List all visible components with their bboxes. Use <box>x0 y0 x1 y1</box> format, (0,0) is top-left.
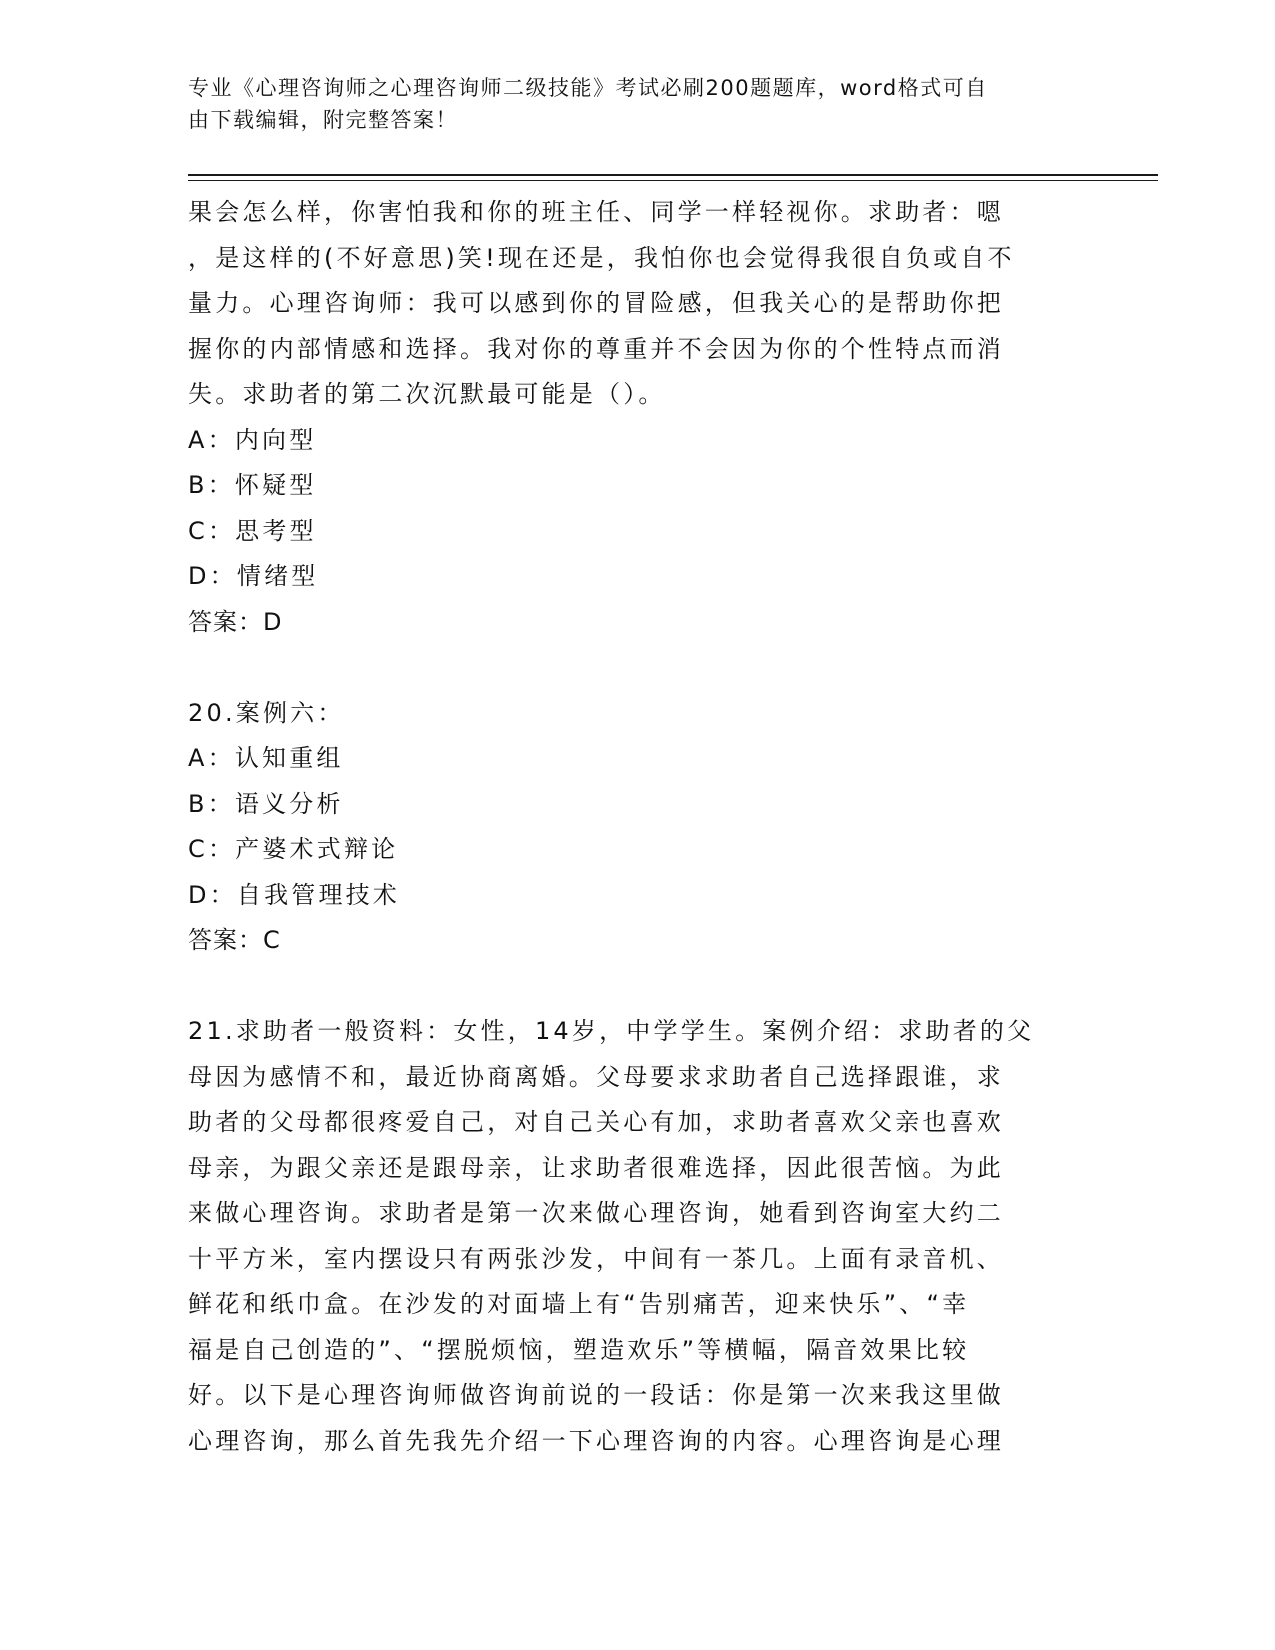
question-21 <box>188 1009 1088 1464</box>
question-text-line: 量力。心理咨询师：我可以感到你的冒险感，但我关心的是帮助你把 <box>188 289 1004 317</box>
question-text-line: 母亲，为跟父亲还是跟母亲，让求助者很难选择，因此很苦恼。为此 <box>188 1153 1004 1182</box>
question-text-line: 21.求助者一般资料：女性，14岁，中学学生。案例介绍：求助者的父 <box>188 1017 1035 1045</box>
question-text-line: 福是自己创造的”、“摆脱烦恼，塑造欢乐”等横幅，隔音效果比较 <box>188 1335 970 1364</box>
header-line-2: 由下载编辑，附完整答案！ <box>188 108 458 132</box>
question-text-line: 来做心理咨询。求助者是第一次来做心理咨询，她看到咨询室大约二 <box>188 1199 1004 1227</box>
header-rule-thin <box>188 180 1158 181</box>
question-text-line: 果会怎么样，你害怕我和你的班主任、同学一样轻视你。求助者：嗯 <box>188 198 1004 226</box>
question-text-line: 失。求助者的第二次沉默最可能是（）。 <box>188 380 666 408</box>
question-text-line: 20.案例六： <box>188 698 345 727</box>
question-text-line: 助者的父母都很疼爱自己，对自己关心有加，求助者喜欢父亲也喜欢 <box>188 1108 1004 1136</box>
question-text-line: 好。以下是心理咨询师做咨询前说的一段话：你是第一次来我这里做 <box>188 1381 1004 1409</box>
answer: 答案：C <box>188 926 281 954</box>
option-a: A：内向型 <box>188 425 317 454</box>
question-text-line: ，是这样的(不好意思)笑!现在还是，我怕你也会觉得我很自负或自不 <box>188 243 1015 272</box>
question-text-line: 十平方米，室内摆设只有两张沙发，中间有一茶几。上面有录音机、 <box>188 1244 1004 1273</box>
header-rule-thick <box>188 174 1158 176</box>
option-c: C：产婆术式辩论 <box>188 835 399 863</box>
spacer <box>188 964 1088 1010</box>
header-line-1: 专业《心理咨询师之心理咨询师二级技能》考试必刷200题题库，word格式可自 <box>188 76 988 100</box>
option-a: A：认知重组 <box>188 744 344 772</box>
question-text-line: 握你的内部情感和选择。我对你的尊重并不会因为你的个性特点而消 <box>188 334 1004 363</box>
document-header <box>188 72 1088 136</box>
question-text-line: 心理咨询，那么首先我先介绍一下心理咨询的内容。心理咨询是心理 <box>188 1426 1004 1455</box>
question-19 <box>188 190 1088 645</box>
spacer <box>188 645 1088 691</box>
option-b: B：怀疑型 <box>188 471 317 499</box>
question-20 <box>188 691 1088 964</box>
document-body <box>188 190 1088 1464</box>
question-text-line: 母因为感情不和，最近协商离婚。父母要求求助者自己选择跟谁，求 <box>188 1062 1004 1091</box>
option-d: D：情绪型 <box>188 562 319 590</box>
question-text-line: 鲜花和纸巾盒。在沙发的对面墙上有“告别痛苦，迎来快乐”、“幸 <box>188 1290 970 1318</box>
option-b: B：语义分析 <box>188 789 344 818</box>
answer: 答案：D <box>188 607 283 636</box>
option-d: D：自我管理技术 <box>188 880 401 909</box>
option-c: C：思考型 <box>188 516 317 545</box>
